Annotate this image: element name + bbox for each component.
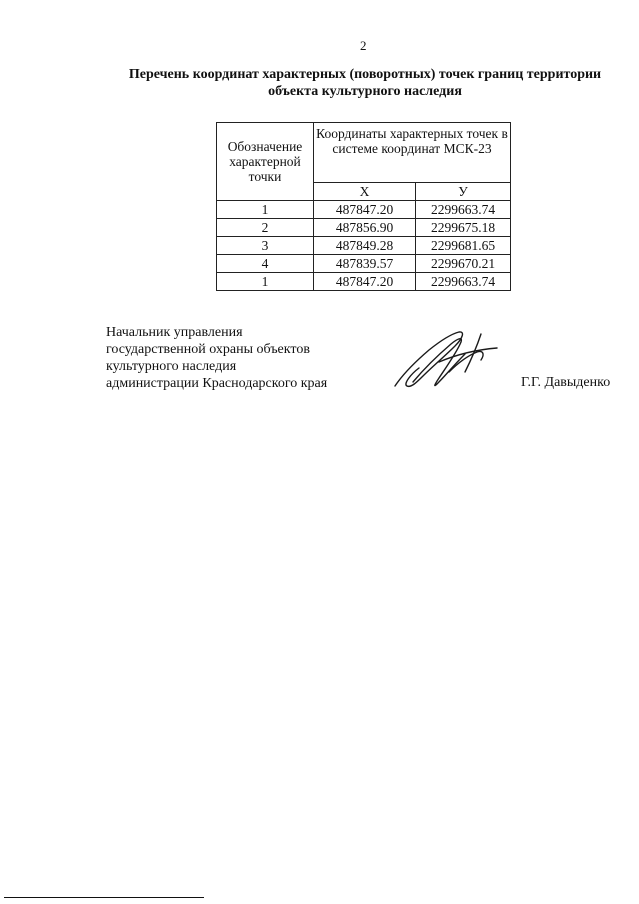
cell-y: 2299670.21 bbox=[416, 255, 511, 273]
cell-y: 2299681.65 bbox=[416, 237, 511, 255]
table-row bbox=[217, 273, 511, 291]
cell-y: 2299663.74 bbox=[416, 201, 511, 219]
cell-x: 487839.57 bbox=[314, 255, 416, 273]
table-header-row bbox=[217, 123, 511, 183]
header-y: У bbox=[416, 183, 511, 201]
cell-point: 1 bbox=[217, 201, 314, 219]
cell-point: 2 bbox=[217, 219, 314, 237]
signatory-line-4: администрации Краснодарского края bbox=[106, 376, 328, 391]
footer-divider bbox=[4, 897, 204, 898]
header-point-designation: Обозначение характерной точки bbox=[217, 123, 314, 201]
signatory-line-2: государственной охраны объектов bbox=[106, 342, 310, 357]
signatory-name: Г.Г. Давыденко bbox=[521, 375, 611, 390]
page-number: 2 bbox=[360, 38, 367, 53]
title-line-2: объекта культурного наследия bbox=[268, 84, 462, 99]
header-x: Х bbox=[314, 183, 416, 201]
cell-x: 487856.90 bbox=[314, 219, 416, 237]
signatory-position bbox=[106, 324, 327, 392]
signatory-line-1: Начальник управления bbox=[106, 325, 243, 340]
cell-point: 1 bbox=[217, 273, 314, 291]
document-title bbox=[100, 66, 630, 100]
table-row bbox=[217, 255, 511, 273]
table-row bbox=[217, 201, 511, 219]
coordinates-table bbox=[216, 122, 511, 291]
cell-point: 4 bbox=[217, 255, 314, 273]
header-coordinates: Координаты характерных точек в системе координат МСК-23 bbox=[314, 123, 511, 183]
table-row bbox=[217, 219, 511, 237]
cell-x: 487847.20 bbox=[314, 273, 416, 291]
table-row bbox=[217, 237, 511, 255]
cell-y: 2299663.74 bbox=[416, 273, 511, 291]
cell-x: 487849.28 bbox=[314, 237, 416, 255]
cell-x: 487847.20 bbox=[314, 201, 416, 219]
title-line-1: Перечень координат характерных (поворотных) точек границ территории bbox=[128, 67, 602, 82]
cell-y: 2299675.18 bbox=[416, 219, 511, 237]
signatory-line-3: культурного наследия bbox=[106, 359, 237, 374]
handwritten-signature bbox=[393, 326, 503, 392]
cell-point: 3 bbox=[217, 237, 314, 255]
